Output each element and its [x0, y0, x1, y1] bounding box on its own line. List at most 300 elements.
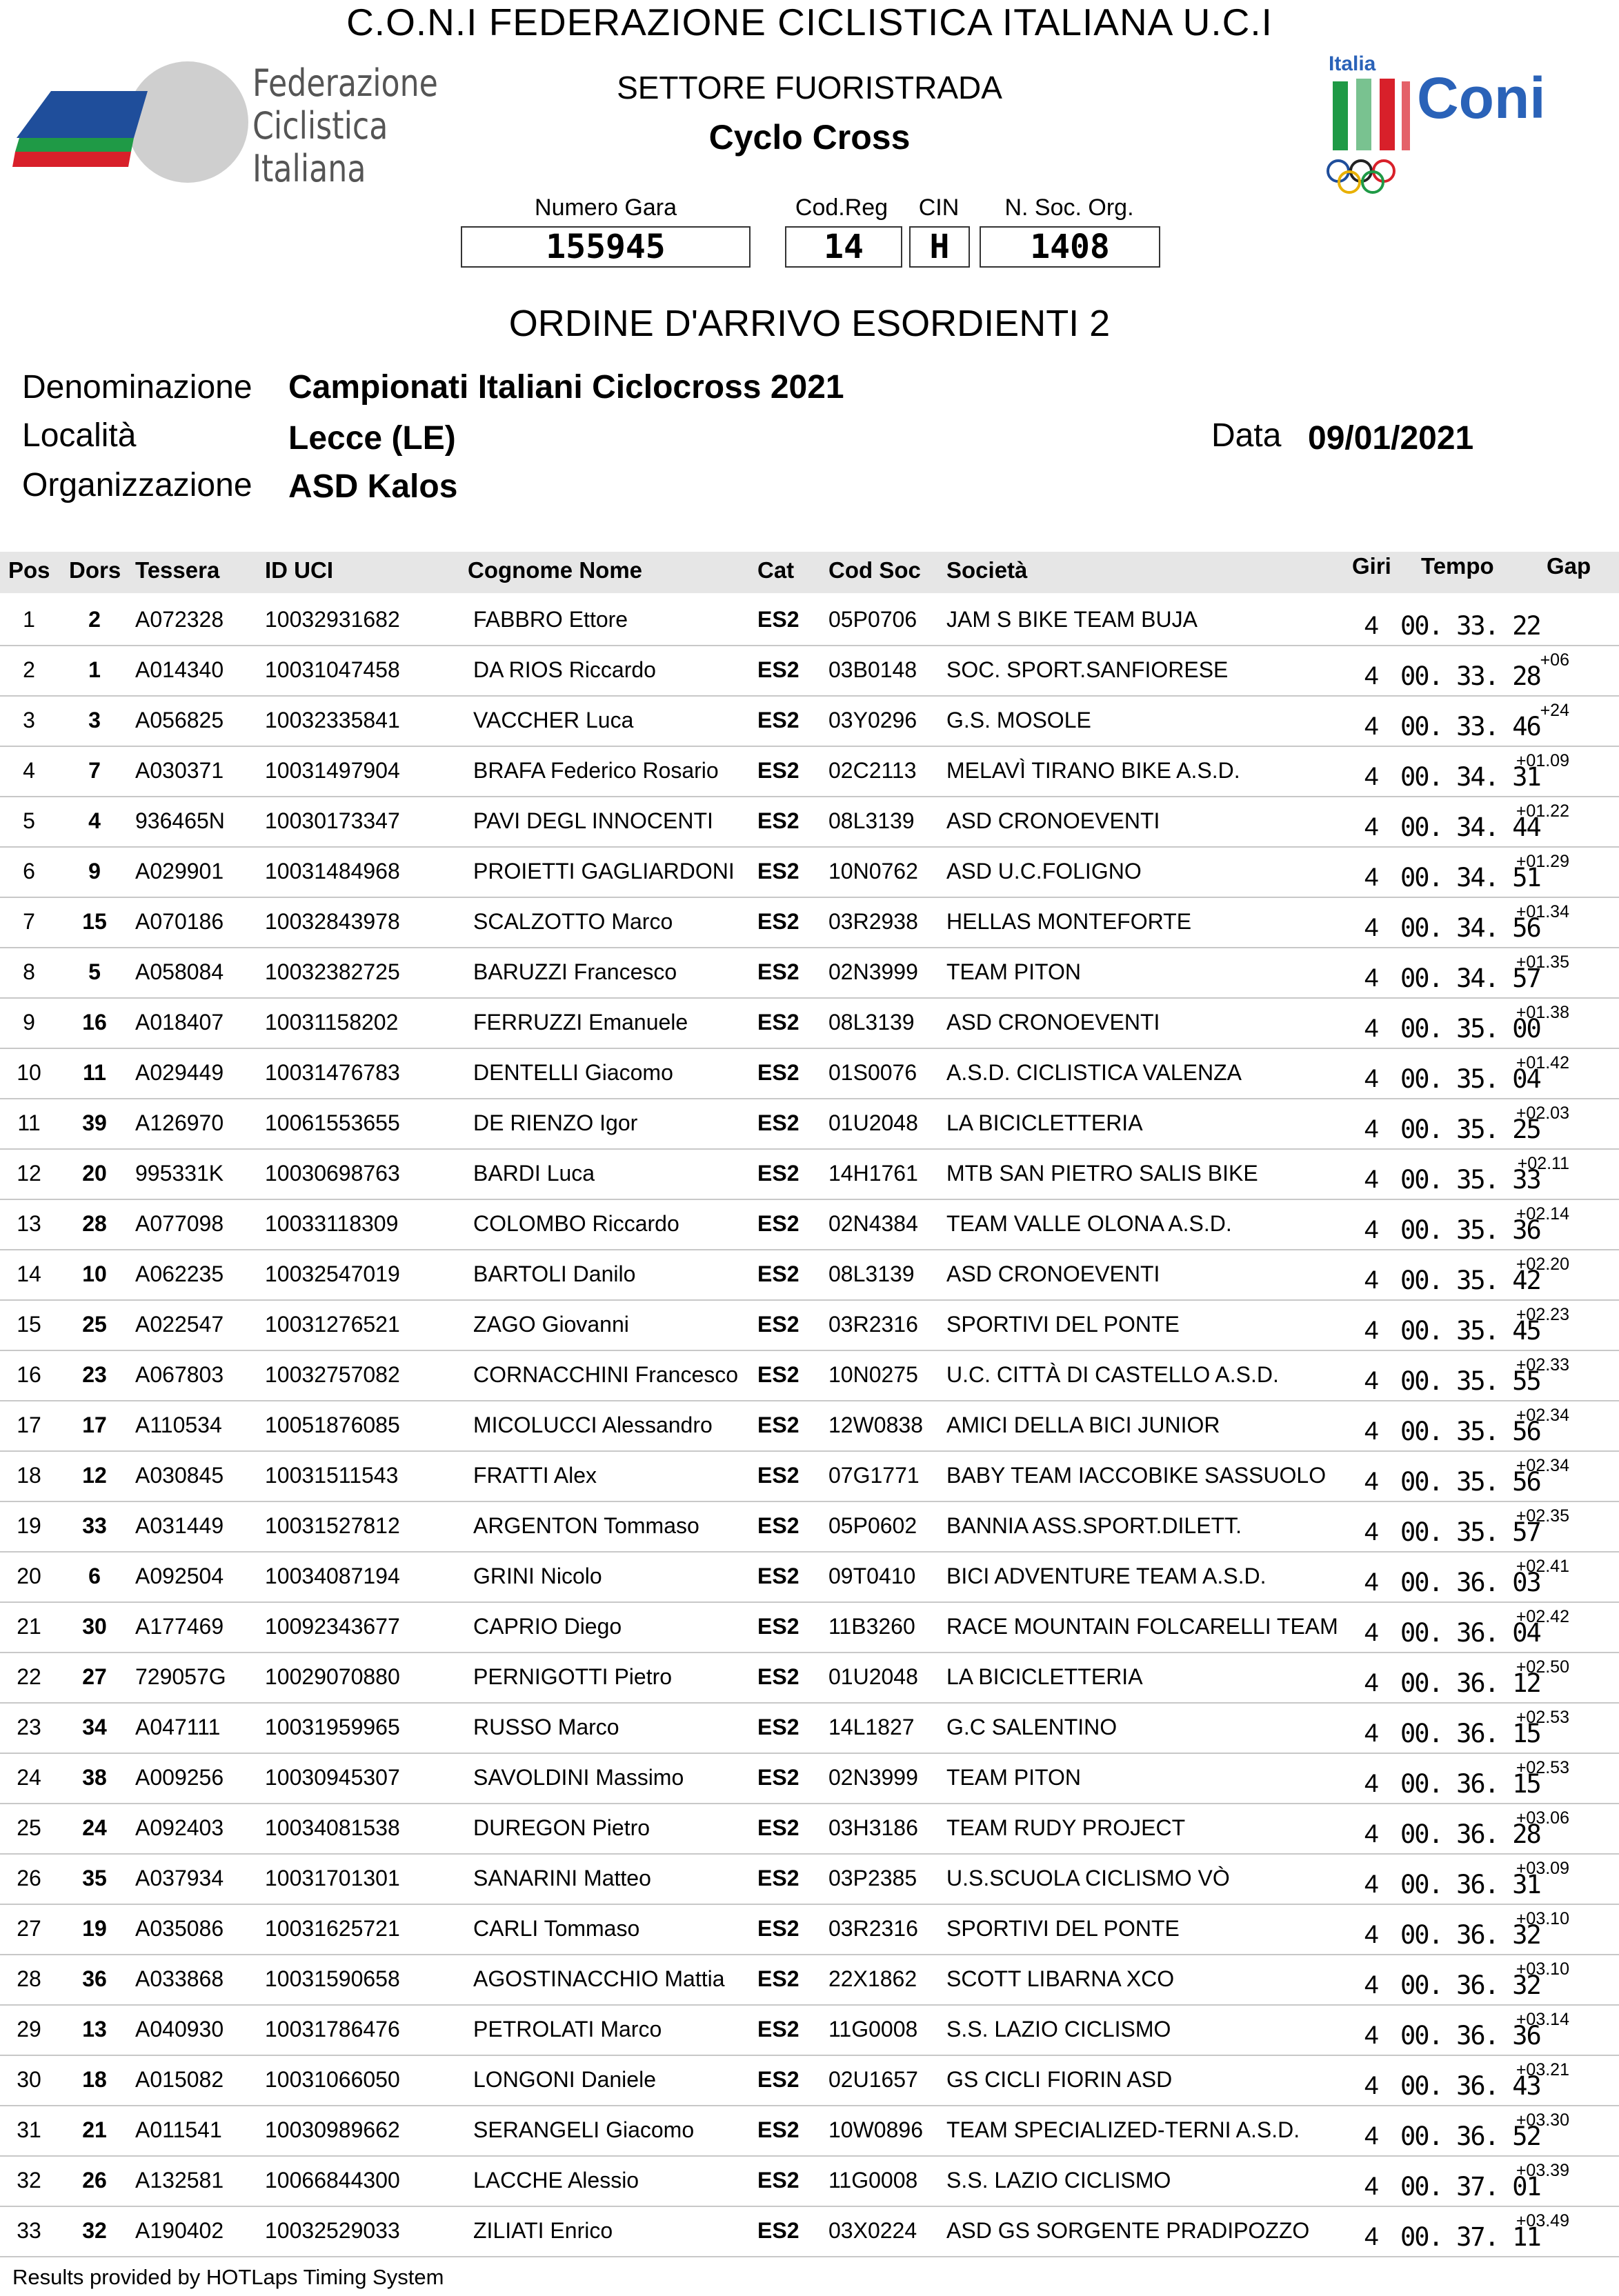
- cell-tempo: 00. 35. 33: [1400, 1165, 1540, 1195]
- cell-giri: 4: [1364, 1467, 1379, 1495]
- cell-name: DENTELLI Giacomo: [473, 1060, 673, 1085]
- cell-giri: 4: [1364, 1517, 1379, 1546]
- cell-dors: 16: [82, 1010, 107, 1035]
- cell-cat: ES2: [757, 1010, 799, 1035]
- cell-tessera: A126970: [135, 1110, 224, 1135]
- col-cat: Cat: [757, 557, 795, 583]
- cell-soc: HELLAS MONTEFORTE: [946, 909, 1192, 934]
- table-row: [0, 1601, 1619, 1653]
- cell-soc: JAM S BIKE TEAM BUJA: [946, 607, 1198, 632]
- data-value: 09/01/2021: [1308, 420, 1474, 457]
- cell-soc: TEAM VALLE OLONA A.S.D.: [946, 1211, 1232, 1236]
- cell-dors: 35: [82, 1866, 107, 1890]
- cell-cat: ES2: [757, 959, 799, 984]
- cell-gap: +02.41: [1516, 1557, 1569, 1576]
- cell-dors: 23: [82, 1362, 107, 1387]
- cell-giri: 4: [1364, 1769, 1379, 1797]
- cell-codsoc: 02C2113: [828, 758, 917, 783]
- cell-iduci: 10032529033: [265, 2218, 400, 2243]
- cell-gap: +01.34: [1516, 902, 1569, 921]
- cell-giri: 4: [1364, 964, 1379, 992]
- coni-logo-big: Coni: [1417, 66, 1546, 130]
- cell-gap: +01.22: [1516, 801, 1569, 821]
- cell-codsoc: 07G1771: [828, 1463, 920, 1488]
- cell-pos: 4: [23, 758, 35, 783]
- col-tessera: Tessera: [135, 557, 220, 583]
- data-label: Data: [1211, 417, 1282, 454]
- cell-cat: ES2: [757, 1161, 799, 1186]
- cell-giri: 4: [1364, 2071, 1379, 2099]
- cell-dors: 10: [82, 1261, 107, 1286]
- cell-tempo: 00. 35. 42: [1400, 1266, 1540, 1295]
- cell-name: BARDI Luca: [473, 1161, 595, 1186]
- cell-tessera: A072328: [135, 607, 224, 632]
- cell-tempo: 00. 35. 56: [1400, 1467, 1540, 1497]
- cell-tessera: A110534: [135, 1412, 222, 1437]
- cell-codsoc: 10N0762: [828, 859, 918, 884]
- cell-giri: 4: [1364, 1366, 1379, 1395]
- cell-gap: +01.42: [1516, 1053, 1569, 1072]
- table-row: [0, 1954, 1619, 2006]
- cell-dors: 27: [82, 1664, 107, 1689]
- cell-tempo: 00. 35. 04: [1400, 1064, 1540, 1094]
- cell-pos: 2: [23, 657, 35, 682]
- cell-tessera: 995331K: [135, 1161, 224, 1186]
- coni-logo-small: Italia: [1329, 52, 1376, 75]
- cell-tessera: A011541: [135, 2117, 222, 2142]
- cell-pos: 5: [23, 808, 35, 833]
- cell-name: PROIETTI GAGLIARDONI: [473, 859, 735, 884]
- cell-gap: +03.06: [1516, 1808, 1569, 1828]
- cell-name: VACCHER Luca: [473, 708, 634, 732]
- cell-dors: 21: [82, 2117, 107, 2142]
- cell-tempo: 00. 33. 22: [1400, 611, 1540, 641]
- table-row: [0, 1098, 1619, 1150]
- cell-name: PETROLATI Marco: [473, 2017, 662, 2042]
- cell-iduci: 10030989662: [265, 2117, 400, 2142]
- cell-iduci: 10032931682: [265, 607, 400, 632]
- cell-soc: S.S. LAZIO CICLISMO: [946, 2168, 1171, 2193]
- cell-dors: 32: [82, 2218, 107, 2243]
- sector-title: SETTORE FUORISTRADA: [617, 70, 1002, 106]
- cell-giri: 4: [1364, 1668, 1379, 1697]
- cell-gap: +24: [1540, 701, 1569, 720]
- cell-codsoc: 03Y0296: [828, 708, 917, 732]
- cell-gap: +02.20: [1516, 1255, 1569, 1274]
- table-row: [0, 997, 1619, 1049]
- cell-dors: 36: [82, 1966, 107, 1991]
- cell-codsoc: 03R2316: [828, 1916, 918, 1941]
- cell-soc: S.S. LAZIO CICLISMO: [946, 2017, 1171, 2042]
- cell-tessera: 936465N: [135, 808, 225, 833]
- cell-iduci: 10031276521: [265, 1312, 400, 1337]
- cell-cat: ES2: [757, 1110, 799, 1135]
- cell-gap: +02.23: [1516, 1305, 1569, 1324]
- cell-name: LACCHE Alessio: [473, 2168, 639, 2193]
- cell-giri: 4: [1364, 1316, 1379, 1344]
- cell-codsoc: 14L1827: [828, 1715, 915, 1739]
- cell-iduci: 10031527812: [265, 1513, 400, 1538]
- cell-name: BRAFA Federico Rosario: [473, 758, 719, 783]
- cell-codsoc: 12W0838: [828, 1412, 923, 1437]
- cell-name: GRINI Nicolo: [473, 1564, 602, 1588]
- cell-giri: 4: [1364, 2122, 1379, 2150]
- cell-dors: 11: [83, 1060, 106, 1085]
- cell-tessera: A031449: [135, 1513, 224, 1538]
- col-giri: Giri: [1352, 553, 1391, 579]
- cell-pos: 30: [17, 2067, 41, 2092]
- table-row: [0, 846, 1619, 898]
- cell-tessera: A022547: [135, 1312, 224, 1337]
- cell-tempo: 00. 36. 04: [1400, 1618, 1540, 1648]
- cell-soc: SOC. SPORT.SANFIORESE: [946, 657, 1229, 682]
- cell-dors: 34: [82, 1715, 107, 1739]
- cell-gap: +03.49: [1516, 2211, 1569, 2230]
- soc-org-label: N. Soc. Org.: [1004, 194, 1134, 221]
- cell-giri: 4: [1364, 1266, 1379, 1294]
- fci-logo-line-1: Federazione: [252, 61, 438, 105]
- cell-name: FRATTI Alex: [473, 1463, 597, 1488]
- cell-name: BARTOLI Danilo: [473, 1261, 636, 1286]
- cell-soc: TEAM PITON: [946, 959, 1081, 984]
- cell-soc: AMICI DELLA BICI JUNIOR: [946, 1412, 1220, 1437]
- table-row: [0, 746, 1619, 797]
- cell-name: SAVOLDINI Massimo: [473, 1765, 684, 1790]
- cell-name: FABBRO Ettore: [473, 607, 628, 632]
- cell-cat: ES2: [757, 1815, 799, 1840]
- cell-iduci: 10061553655: [265, 1110, 400, 1135]
- table-row: [0, 1702, 1619, 1754]
- cell-tessera: A067803: [135, 1362, 224, 1387]
- cell-name: FERRUZZI Emanuele: [473, 1010, 688, 1035]
- cell-cat: ES2: [757, 758, 799, 783]
- cell-name: DA RIOS Riccardo: [473, 657, 656, 682]
- cell-gap: +03.30: [1516, 2110, 1569, 2130]
- cell-codsoc: 03B0148: [828, 657, 917, 682]
- cell-codsoc: 05P0706: [828, 607, 917, 632]
- cell-cat: ES2: [757, 708, 799, 732]
- table-row: [0, 1450, 1619, 1502]
- cell-soc: GS CICLI FIORIN ASD: [946, 2067, 1173, 2092]
- cell-codsoc: 03P2385: [828, 1866, 917, 1890]
- cell-tessera: A062235: [135, 1261, 224, 1286]
- cell-cat: ES2: [757, 1312, 799, 1337]
- cell-gap: +03.39: [1516, 2161, 1569, 2180]
- cell-gap: +02.50: [1516, 1657, 1569, 1677]
- discipline-title: Cyclo Cross: [708, 118, 911, 157]
- cell-name: DUREGON Pietro: [473, 1815, 650, 1840]
- cell-soc: U.S.SCUOLA CICLISMO VÒ: [946, 1866, 1230, 1890]
- table-row: [0, 1199, 1619, 1250]
- cell-cat: ES2: [757, 1715, 799, 1739]
- cell-pos: 31: [17, 2117, 41, 2142]
- cell-codsoc: 02N3999: [828, 959, 918, 984]
- cell-soc: BICI ADVENTURE TEAM A.S.D.: [946, 1564, 1267, 1588]
- organizzazione-value: ASD Kalos: [288, 468, 458, 505]
- cell-cat: ES2: [757, 1966, 799, 1991]
- table-row: [0, 1551, 1619, 1603]
- table-row: [0, 897, 1619, 948]
- cell-dors: 6: [88, 1564, 101, 1588]
- col-codsoc: Cod Soc: [828, 557, 921, 583]
- cell-dors: 39: [82, 1110, 107, 1135]
- cell-giri: 4: [1364, 1920, 1379, 1948]
- cell-cat: ES2: [757, 2017, 799, 2042]
- cell-cat: ES2: [757, 607, 799, 632]
- cell-soc: U.C. CITTÀ DI CASTELLO A.S.D.: [946, 1362, 1279, 1387]
- cell-tempo: 00. 37. 11: [1400, 2222, 1540, 2252]
- cell-dors: 5: [88, 959, 101, 984]
- cell-iduci: 10031786476: [265, 2017, 400, 2042]
- cell-soc: SPORTIVI DEL PONTE: [946, 1312, 1180, 1337]
- cell-gap: +03.14: [1516, 2010, 1569, 2029]
- cell-iduci: 10034081538: [265, 1815, 400, 1840]
- cell-giri: 4: [1364, 1870, 1379, 1898]
- cell-codsoc: 10N0275: [828, 1362, 918, 1387]
- cell-iduci: 10032843978: [265, 909, 400, 934]
- cell-soc: A.S.D. CICLISTICA VALENZA: [946, 1060, 1242, 1085]
- cell-codsoc: 11G0008: [828, 2017, 918, 2042]
- cell-codsoc: 08L3139: [828, 1261, 915, 1286]
- cell-giri: 4: [1364, 611, 1379, 639]
- cell-tempo: 00. 35. 25: [1400, 1115, 1540, 1144]
- cell-gap: +01.38: [1516, 1003, 1569, 1022]
- cin-box: H: [909, 226, 970, 268]
- cell-tempo: 00. 34. 44: [1400, 812, 1540, 842]
- cell-name: PERNIGOTTI Pietro: [473, 1664, 673, 1689]
- cell-pos: 24: [17, 1765, 41, 1790]
- cell-giri: 4: [1364, 1014, 1379, 1042]
- cell-codsoc: 01U2048: [828, 1664, 918, 1689]
- cell-gap: +02.33: [1516, 1355, 1569, 1375]
- cell-tessera: A190402: [135, 2218, 224, 2243]
- cell-codsoc: 01U2048: [828, 1110, 918, 1135]
- col-name: Cognome Nome: [468, 557, 643, 583]
- cell-codsoc: 01S0076: [828, 1060, 917, 1085]
- localita-value: Lecce (LE): [288, 420, 456, 457]
- cell-pos: 21: [17, 1614, 41, 1639]
- cell-name: CAPRIO Diego: [473, 1614, 622, 1639]
- cell-tempo: 00. 33. 28: [1400, 661, 1540, 691]
- cell-name: RUSSO Marco: [473, 1715, 619, 1739]
- cell-tempo: 00. 34. 51: [1400, 863, 1540, 892]
- cell-name: MICOLUCCI Alessandro: [473, 1412, 713, 1437]
- cell-dors: 25: [82, 1312, 107, 1337]
- cell-name: ZAGO Giovanni: [473, 1312, 629, 1337]
- cell-cat: ES2: [757, 1765, 799, 1790]
- cell-pos: 13: [17, 1211, 41, 1236]
- cell-tessera: A009256: [135, 1765, 224, 1790]
- cell-cat: ES2: [757, 909, 799, 934]
- cell-pos: 6: [23, 859, 35, 884]
- cell-gap: +02.34: [1516, 1456, 1569, 1475]
- cell-pos: 14: [17, 1261, 41, 1286]
- denominazione-value: Campionati Italiani Ciclocross 2021: [288, 369, 844, 406]
- cell-tempo: 00. 34. 31: [1400, 762, 1540, 792]
- cell-pos: 25: [17, 1815, 41, 1840]
- table-row: [0, 2105, 1619, 2157]
- cell-tessera: A092504: [135, 1564, 224, 1588]
- cell-soc: RACE MOUNTAIN FOLCARELLI TEAM: [946, 1614, 1338, 1639]
- cell-iduci: 10030173347: [265, 808, 400, 833]
- cell-name: CARLI Tommaso: [473, 1916, 640, 1941]
- cell-tempo: 00. 36. 32: [1400, 1920, 1540, 1950]
- cell-cat: ES2: [757, 1866, 799, 1890]
- cell-cat: ES2: [757, 1513, 799, 1538]
- table-row: [0, 1299, 1619, 1351]
- table-row: [0, 1652, 1619, 1704]
- cell-gap: +02.42: [1516, 1607, 1569, 1626]
- cell-soc: TEAM RUDY PROJECT: [946, 1815, 1186, 1840]
- table-row: [0, 1400, 1619, 1452]
- cell-pos: 29: [17, 2017, 41, 2042]
- cell-pos: 26: [17, 1866, 41, 1890]
- cell-codsoc: 03R2316: [828, 1312, 918, 1337]
- cell-tempo: 00. 36. 36: [1400, 2021, 1540, 2050]
- numero-gara-label: Numero Gara: [535, 194, 677, 221]
- organizzazione-label: Organizzazione: [22, 467, 252, 503]
- cell-codsoc: 02N3999: [828, 1765, 918, 1790]
- cell-giri: 4: [1364, 1719, 1379, 1747]
- cell-codsoc: 05P0602: [828, 1513, 917, 1538]
- cell-tempo: 00. 36. 15: [1400, 1719, 1540, 1748]
- cell-pos: 8: [23, 959, 35, 984]
- cell-pos: 27: [17, 1916, 41, 1941]
- cell-cat: ES2: [757, 1564, 799, 1588]
- cell-giri: 4: [1364, 661, 1379, 690]
- cod-reg-label: Cod.Reg: [795, 194, 888, 221]
- col-iduci: ID UCI: [265, 557, 333, 583]
- cell-dors: 18: [82, 2067, 107, 2092]
- table-row: [0, 1904, 1619, 1955]
- cell-pos: 15: [17, 1312, 41, 1337]
- cell-name: COLOMBO Riccardo: [473, 1211, 679, 1236]
- cell-dors: 3: [88, 708, 101, 732]
- cell-pos: 17: [17, 1412, 41, 1437]
- cell-soc: BABY TEAM IACCOBIKE SASSUOLO: [946, 1463, 1327, 1488]
- cell-tempo: 00. 36. 31: [1400, 1870, 1540, 1899]
- cell-iduci: 10031625721: [265, 1916, 400, 1941]
- cell-tempo: 00. 35. 00: [1400, 1014, 1540, 1044]
- table-row: [0, 645, 1619, 697]
- col-gap: Gap: [1547, 553, 1591, 579]
- cell-pos: 19: [17, 1513, 41, 1538]
- cell-tempo: 00. 36. 43: [1400, 2071, 1540, 2101]
- cell-tempo: 00. 36. 03: [1400, 1568, 1540, 1597]
- table-row: [0, 1853, 1619, 1905]
- table-row: [0, 2004, 1619, 2056]
- cell-codsoc: 02N4384: [828, 1211, 918, 1236]
- cell-codsoc: 10W0896: [828, 2117, 923, 2142]
- cell-codsoc: 09T0410: [828, 1564, 916, 1588]
- cell-giri: 4: [1364, 863, 1379, 891]
- col-pos: Pos: [8, 557, 50, 583]
- table-row: [0, 1350, 1619, 1401]
- cell-soc: ASD CRONOEVENTI: [946, 808, 1160, 833]
- document-title: C.O.N.I FEDERAZIONE CICLISTICA ITALIANA U.C.I: [346, 1, 1273, 43]
- cell-tessera: A077098: [135, 1211, 224, 1236]
- col-soc: Società: [946, 557, 1028, 583]
- cell-cat: ES2: [757, 2067, 799, 2092]
- cell-soc: TEAM SPECIALIZED-TERNI A.S.D.: [946, 2117, 1300, 2142]
- cell-name: CORNACCHINI Francesco: [473, 1362, 739, 1387]
- cell-tempo: 00. 35. 57: [1400, 1517, 1540, 1547]
- cell-dors: 12: [82, 1463, 107, 1488]
- cell-cat: ES2: [757, 1362, 799, 1387]
- cell-soc: ASD GS SORGENTE PRADIPOZZO: [946, 2218, 1310, 2243]
- cell-name: DE RIENZO Igor: [473, 1110, 638, 1135]
- cell-soc: ASD CRONOEVENTI: [946, 1010, 1160, 1035]
- cell-iduci: 10031959965: [265, 1715, 400, 1739]
- cell-tessera: A092403: [135, 1815, 224, 1840]
- table-row: [0, 1803, 1619, 1855]
- cell-tessera: A058084: [135, 959, 224, 984]
- cell-soc: ASD CRONOEVENTI: [946, 1261, 1160, 1286]
- localita-label: Località: [22, 417, 137, 454]
- cell-soc: MTB SAN PIETRO SALIS BIKE: [946, 1161, 1258, 1186]
- fci-logo-line-2: Ciclistica: [252, 104, 388, 148]
- cell-gap: +01.09: [1516, 751, 1569, 770]
- cell-cat: ES2: [757, 2218, 799, 2243]
- cell-iduci: 10031158202: [265, 1010, 399, 1035]
- cell-tessera: A177469: [135, 1614, 224, 1639]
- table-row: [0, 695, 1619, 747]
- cell-gap: +03.09: [1516, 1859, 1569, 1878]
- cell-tessera: A047111: [135, 1715, 221, 1739]
- cell-tempo: 00. 36. 28: [1400, 1819, 1540, 1849]
- cell-soc: SPORTIVI DEL PONTE: [946, 1916, 1180, 1941]
- cell-giri: 4: [1364, 812, 1379, 841]
- cell-iduci: 10030698763: [265, 1161, 400, 1186]
- cell-giri: 4: [1364, 712, 1379, 740]
- cell-pos: 22: [17, 1664, 41, 1689]
- cell-giri: 4: [1364, 1568, 1379, 1596]
- cod-reg-box: 14: [785, 226, 902, 268]
- table-row: [0, 1249, 1619, 1301]
- cell-pos: 16: [17, 1362, 41, 1387]
- cell-tessera: A040930: [135, 2017, 224, 2042]
- cell-dors: 9: [88, 859, 101, 884]
- cell-giri: 4: [1364, 1115, 1379, 1143]
- cell-soc: ASD U.C.FOLIGNO: [946, 859, 1142, 884]
- cell-giri: 4: [1364, 913, 1379, 941]
- table-row: [0, 1148, 1619, 1200]
- cell-giri: 4: [1364, 1417, 1379, 1445]
- cell-tempo: 00. 34. 57: [1400, 964, 1540, 993]
- cell-pos: 32: [17, 2168, 41, 2193]
- cell-codsoc: 03X0224: [828, 2218, 917, 2243]
- table-row: [0, 1753, 1619, 1804]
- cell-tempo: 00. 34. 56: [1400, 913, 1540, 943]
- table-row: [0, 947, 1619, 999]
- cell-tessera: A037934: [135, 1866, 224, 1890]
- table-row: [0, 2206, 1619, 2257]
- cell-cat: ES2: [757, 1614, 799, 1639]
- cell-gap: +02.34: [1516, 1406, 1569, 1425]
- soc-org-box: 1408: [980, 226, 1160, 268]
- cell-dors: 38: [82, 1765, 107, 1790]
- cell-dors: 2: [88, 607, 101, 632]
- cell-codsoc: 03H3186: [828, 1815, 918, 1840]
- cell-giri: 4: [1364, 1064, 1379, 1092]
- cell-pos: 20: [17, 1564, 41, 1588]
- cell-dors: 7: [88, 758, 101, 783]
- cell-tempo: 00. 36. 32: [1400, 1970, 1540, 2000]
- cell-name: BARUZZI Francesco: [473, 959, 677, 984]
- cell-codsoc: 22X1862: [828, 1966, 917, 1991]
- cell-giri: 4: [1364, 1819, 1379, 1848]
- cell-name: SCALZOTTO Marco: [473, 909, 673, 934]
